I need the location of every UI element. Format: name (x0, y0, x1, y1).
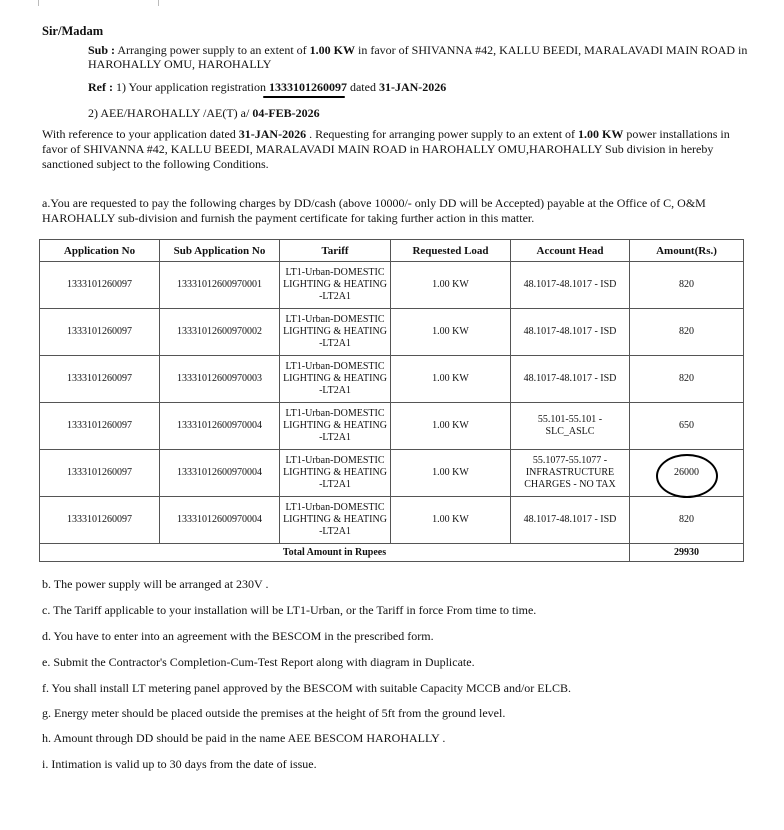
condition-d: d. You have to enter into an agreement with the BESCOM in the prescribed form. (42, 629, 434, 643)
cell-tariff: LT1-Urban-DOMESTIC LIGHTING & HEATING -LT2A1 (280, 356, 391, 403)
salutation: Sir/Madam (42, 24, 104, 38)
cell-tariff: LT1-Urban-DOMESTIC LIGHTING & HEATING -LT2A1 (280, 309, 391, 356)
cell-sub-application-no: 13331012600970004 (160, 450, 280, 497)
cell-amount: 820 (630, 262, 744, 309)
condition-c: c. The Tariff applicable to your installation will be LT1-Urban, or the Tariff in force From time to time. (42, 603, 537, 617)
charges-table (39, 239, 744, 562)
condition-h: h. Amount through DD should be paid in the name AEE BESCOM HAROHALLY . (42, 731, 446, 745)
subject-text-rest: in favor of SHIVANNA #42, KALLU BEEDI, MARALAVADI MAIN ROAD in HAROHALLY OMU, HAROHALLY (88, 43, 748, 71)
cell-application-no: 1333101260097 (40, 262, 160, 309)
cell-amount: 820 (630, 497, 744, 544)
cell-sub-application-no: 13331012600970001 (160, 262, 280, 309)
registration-date: 31-JAN-2026 (378, 80, 447, 94)
column-header: Tariff (280, 240, 391, 262)
cell-sub-application-no: 13331012600970003 (160, 356, 280, 403)
cell-tariff: LT1-Urban-DOMESTIC LIGHTING & HEATING -LT2A1 (280, 262, 391, 309)
cell-amount: 650 (630, 403, 744, 450)
registration-number: 1333101260097 (268, 80, 347, 94)
condition-b: b. The power supply will be arranged at 230V . (42, 577, 269, 591)
cell-application-no: 1333101260097 (40, 356, 160, 403)
cell-amount: 820 (630, 309, 744, 356)
cell-load: 1.00 KW (391, 262, 511, 309)
total-row (40, 544, 744, 562)
table-row (40, 262, 744, 309)
handwritten-circle (656, 454, 718, 498)
para-text: With reference to your application dated (42, 127, 236, 141)
cell-account-head: 48.1017-48.1017 - ISD (511, 262, 630, 309)
column-header: Sub Application No (160, 240, 280, 262)
table-row (40, 497, 744, 544)
cell-tariff: LT1-Urban-DOMESTIC LIGHTING & HEATING -LT2A1 (280, 403, 391, 450)
top-border-tick (38, 0, 39, 6)
reference-item-1 (88, 80, 446, 94)
subject-text: Arranging power supply to an extent of (117, 43, 307, 57)
cell-account-head: 48.1017-48.1017 - ISD (511, 309, 630, 356)
column-header: Application No (40, 240, 160, 262)
cell-sub-application-no: 13331012600970004 (160, 497, 280, 544)
reference-text: 1) Your application registration (115, 80, 266, 94)
reference-label: Ref : (88, 80, 113, 94)
para-text-3: power installations in favor of SHIVANNA #42, KALLU BEEDI, MARALAVADI MAIN ROAD in HAROHALLY OMU,HAROHALLY Sub division in hereby sanctioned subject to the following Conditions. (42, 127, 730, 171)
subject-load: 1.00 KW (309, 43, 356, 57)
cell-account-head: 55.101-55.101 - SLC_ASLC (511, 403, 630, 450)
cell-sub-application-no: 13331012600970004 (160, 403, 280, 450)
cell-account-head: 48.1017-48.1017 - ISD (511, 356, 630, 403)
cell-tariff: LT1-Urban-DOMESTIC LIGHTING & HEATING -LT2A1 (280, 450, 391, 497)
cell-application-no: 1333101260097 (40, 450, 160, 497)
total-label: Total Amount in Rupees (40, 544, 630, 562)
reference-item-2 (88, 106, 320, 120)
top-border-tick (158, 0, 159, 6)
cell-account-head: 55.1077-55.1077 - INFRASTRUCTURE CHARGES - NO TAX (511, 450, 630, 497)
cell-application-no: 1333101260097 (40, 403, 160, 450)
para-text-2: . Requesting for arranging power supply to an extent of (309, 127, 576, 141)
cell-sub-application-no: 13331012600970002 (160, 309, 280, 356)
condition-a: a.You are requested to pay the following charges by DD/cash (above 10000/- only DD will be Accepted) payable at the Office of C, O&M HAROHALLY sub-division and furnish the payment certificate for taking further action in this matter. (42, 196, 706, 225)
column-header: Requested Load (391, 240, 511, 262)
column-header: Account Head (511, 240, 630, 262)
para-load: 1.00 KW (578, 127, 624, 141)
cell-amount: 26000 (674, 467, 699, 478)
column-header: Amount(Rs.) (630, 240, 744, 262)
table-row (40, 309, 744, 356)
handwritten-underline (263, 96, 345, 98)
cell-account-head: 48.1017-48.1017 - ISD (511, 497, 630, 544)
table-header-row (40, 240, 744, 262)
table-row (40, 356, 744, 403)
subject-line (88, 43, 748, 71)
reference-date-2: 04-FEB-2026 (252, 106, 320, 120)
cell-amount-circled (630, 450, 744, 497)
condition-g: g. Energy meter should be placed outside the premises at the height of 5ft from the ground level. (42, 706, 506, 720)
cell-load: 1.00 KW (391, 356, 511, 403)
para-date: 31-JAN-2026 (238, 127, 307, 141)
cell-load: 1.00 KW (391, 450, 511, 497)
reference-dated: dated (349, 80, 376, 94)
condition-e: e. Submit the Contractor's Completion-Cum-Test Report along with diagram in Duplicate. (42, 655, 475, 669)
cell-load: 1.00 KW (391, 309, 511, 356)
total-amount: 29930 (630, 544, 744, 562)
sanction-paragraph (42, 127, 742, 172)
cell-load: 1.00 KW (391, 497, 511, 544)
cell-application-no: 1333101260097 (40, 497, 160, 544)
cell-application-no: 1333101260097 (40, 309, 160, 356)
table-row (40, 450, 744, 497)
subject-label: Sub : (88, 43, 116, 57)
condition-i: i. Intimation is valid up to 30 days from the date of issue. (42, 757, 317, 771)
table-row (40, 403, 744, 450)
cell-tariff: LT1-Urban-DOMESTIC LIGHTING & HEATING -LT2A1 (280, 497, 391, 544)
condition-f: f. You shall install LT metering panel approved by the BESCOM with suitable Capacity MCCB and/or ELCB. (42, 681, 571, 695)
cell-amount: 820 (630, 356, 744, 403)
reference-text-2: 2) AEE/HAROHALLY /AE(T) a/ (88, 106, 250, 120)
cell-load: 1.00 KW (391, 403, 511, 450)
